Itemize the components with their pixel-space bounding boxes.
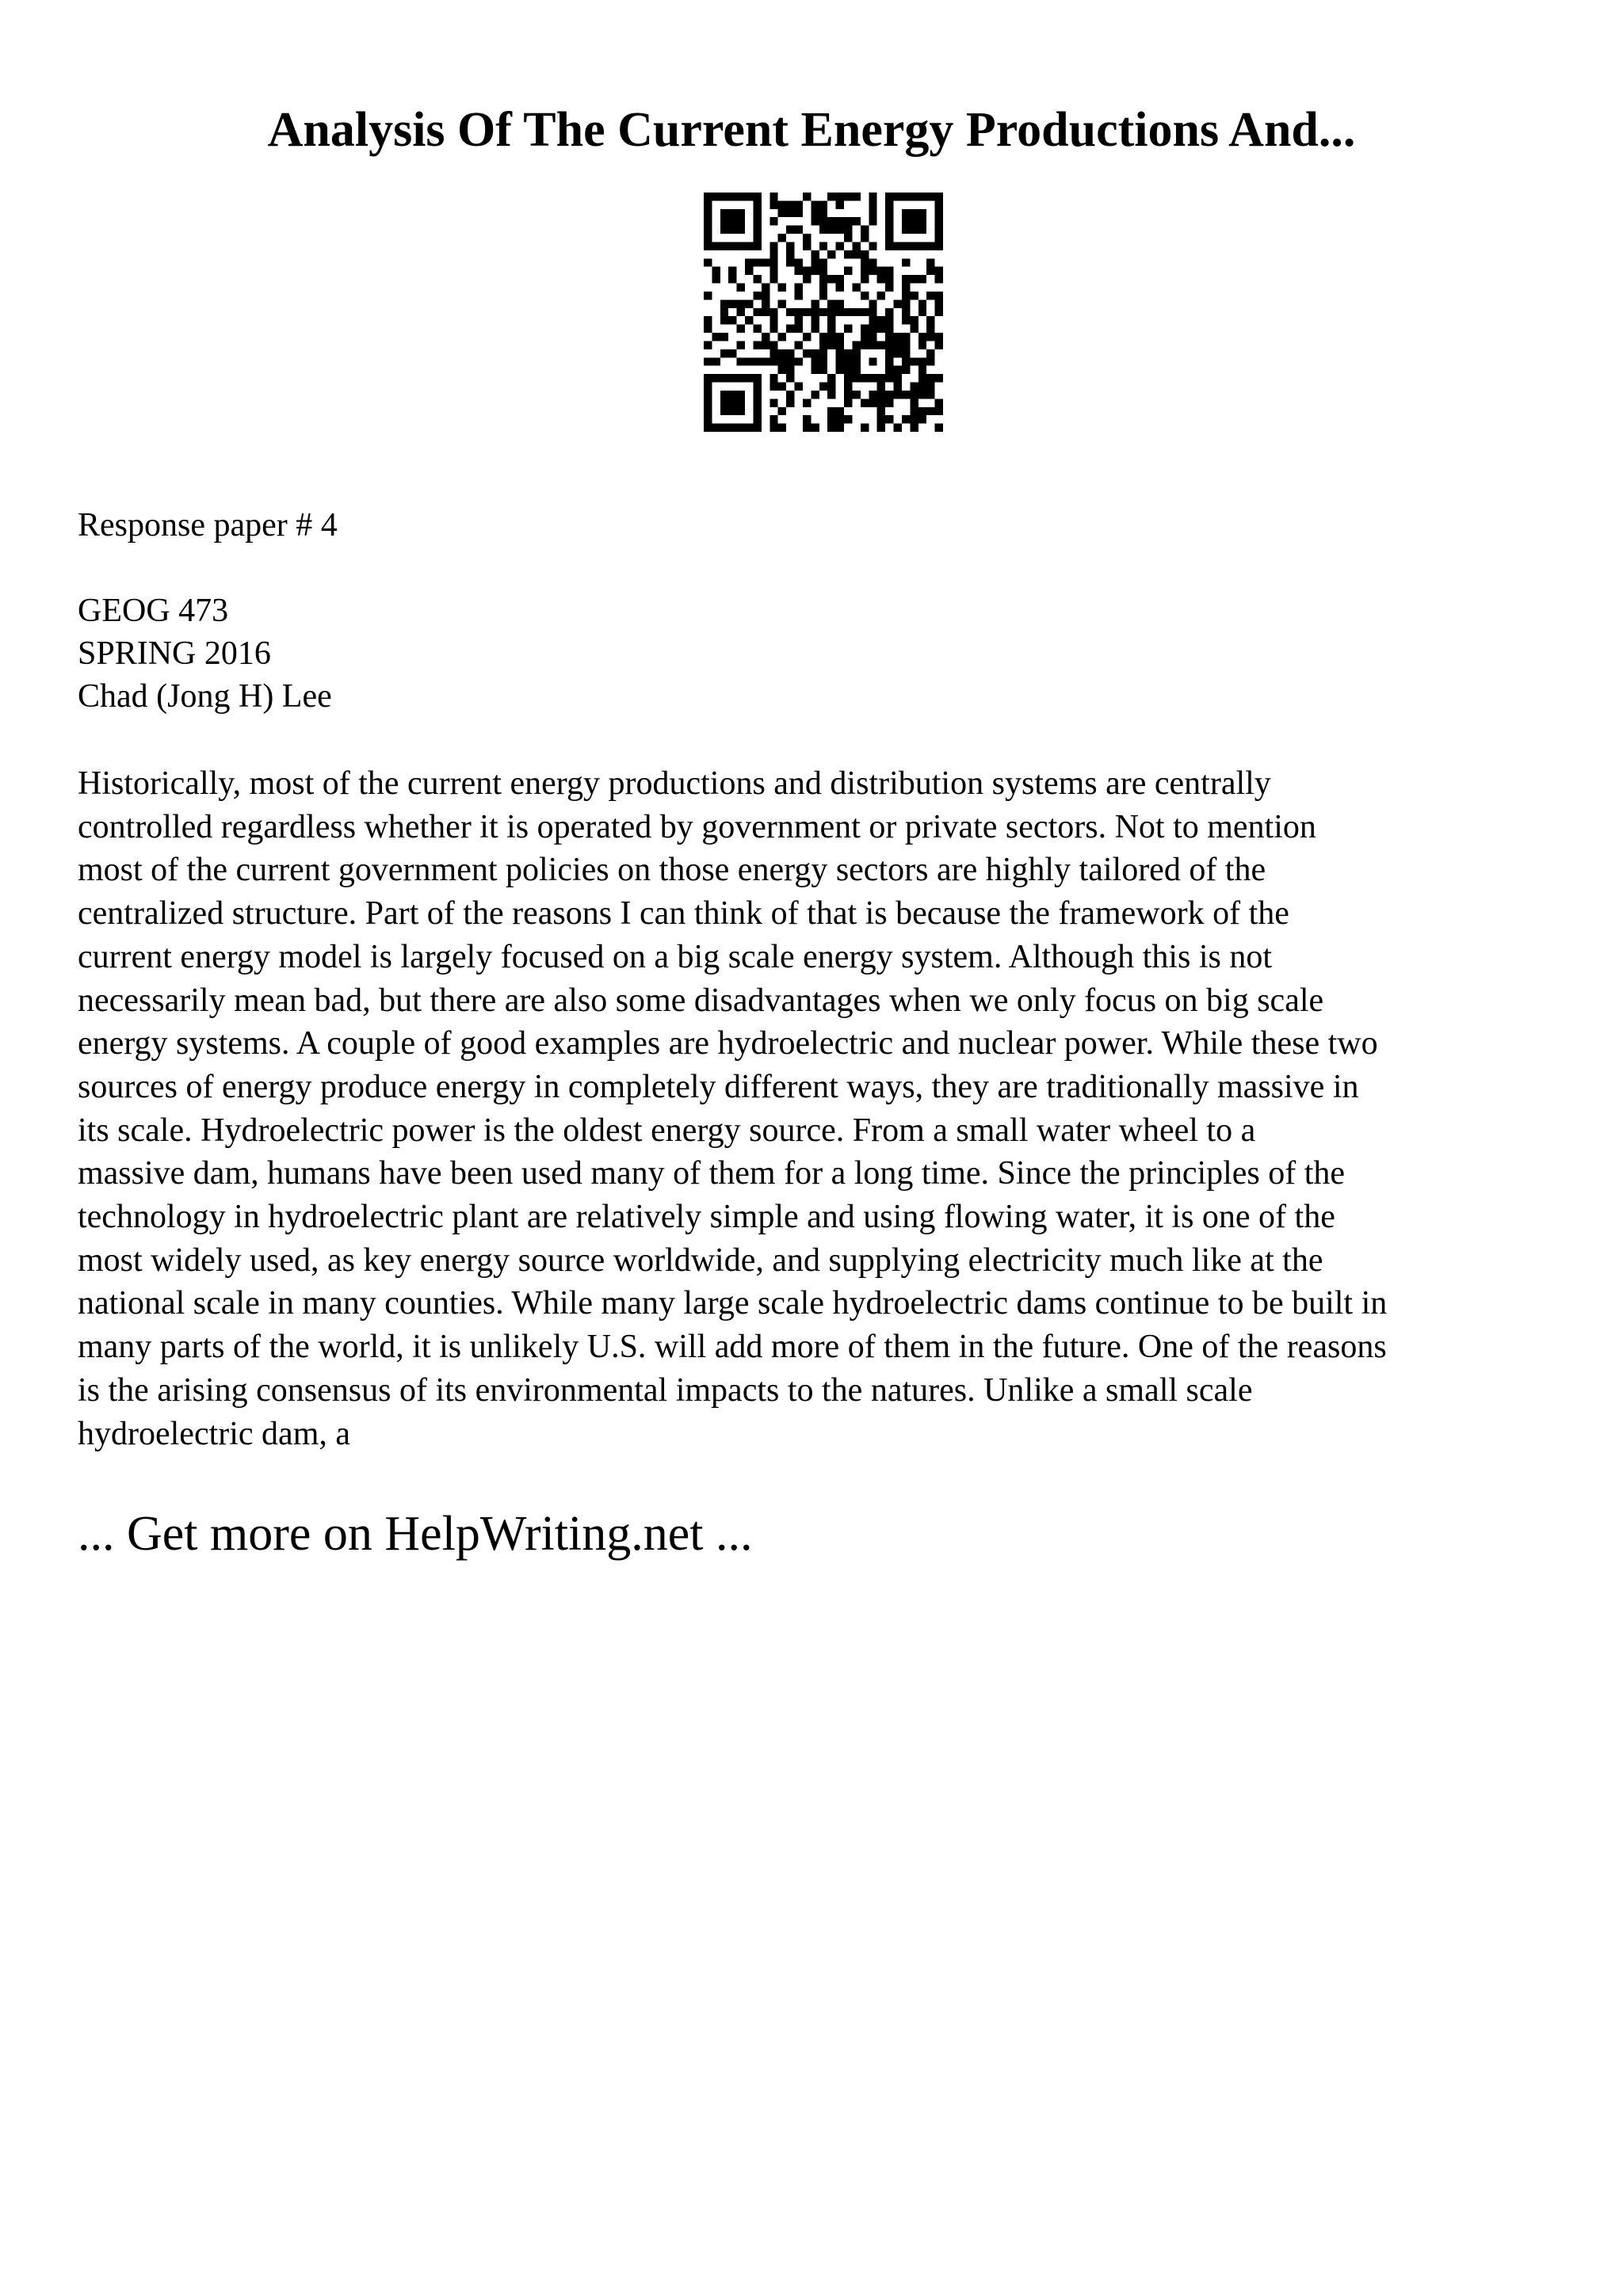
body-line: national scale in many counties. While many large scale hydroelectric dams continue to be built in: [78, 1285, 1388, 1322]
body-line: centralized structure. Part of the reasons I can think of that is because the framework of the: [78, 895, 1289, 933]
body-line: many parts of the world, it is unlikely U.S. will add more of them in the future. One of the reasons: [78, 1329, 1387, 1366]
body-line: most widely used, as key energy source worldwide, and supplying electricity much like at the: [78, 1241, 1323, 1279]
get-more-link[interactable]: ... Get more on HelpWriting.net ...: [78, 1507, 753, 1561]
body-line: energy systems. A couple of good examples are hydroelectric and nuclear power. While these two: [78, 1025, 1378, 1062]
body-line: necessarily mean bad, but there are also some disadvantages when we only focus on big scale: [78, 982, 1324, 1019]
body-line: massive dam, humans have been used many of them for a long time. Since the principles of the: [78, 1155, 1346, 1192]
body-line: Historically, most of the current energy productions and distribution systems are centrally: [78, 765, 1271, 802]
body-line: current energy model is largely focused on a big scale energy system. Although this is not: [78, 938, 1273, 975]
body-paragraph: [78, 762, 1568, 1455]
body-line: hydroelectric dam, a: [78, 1415, 350, 1452]
body-line: is the arising consensus of its environmental impacts to the natures. Unlike a small scale: [78, 1371, 1253, 1409]
term: SPRING 2016: [78, 635, 271, 672]
qr-code-icon: [704, 193, 943, 432]
response-paper-label: Response paper # 4: [78, 507, 338, 543]
page-title: Analysis Of The Current Energy Productions And...: [267, 103, 1356, 157]
author: Chad (Jong H) Lee: [78, 678, 332, 715]
body-line: its scale. Hydroelectric power is the oldest energy source. From a small water wheel to a: [78, 1112, 1256, 1149]
course-code: GEOG 473: [78, 593, 229, 629]
body-line: controlled regardless whether it is operated by government or private sectors. Not to mention: [78, 808, 1316, 845]
body-line: most of the current government policies on those energy sectors are highly tailored of the: [78, 852, 1266, 889]
body-line: sources of energy produce energy in completely different ways, they are traditionally massive in: [78, 1068, 1359, 1105]
body-line: technology in hydroelectric plant are relatively simple and using flowing water, it is one of the: [78, 1199, 1335, 1236]
